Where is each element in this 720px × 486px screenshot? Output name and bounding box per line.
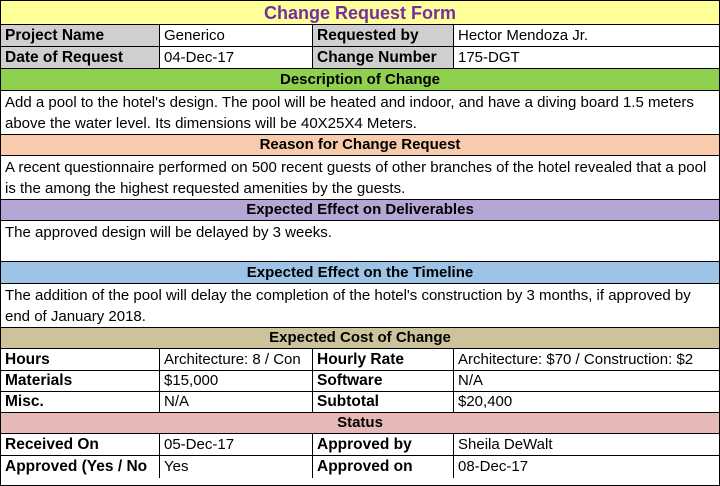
misc-cell[interactable]: N/A — [160, 392, 313, 413]
reason-header: Reason for Change Request — [1, 135, 719, 156]
status-header: Status — [1, 413, 719, 434]
approved-yes-no-label: Approved (Yes / No — [1, 456, 160, 478]
approved-by-cell[interactable]: Sheila DeWalt — [454, 434, 719, 456]
materials-label: Materials — [1, 371, 160, 392]
requested-by-cell[interactable]: Hector Mendoza Jr. — [454, 25, 719, 47]
form-title: Change Request Form — [1, 1, 719, 25]
received-on-label: Received On — [1, 434, 160, 456]
received-on-cell[interactable]: 05-Dec-17 — [160, 434, 313, 456]
software-label: Software — [313, 371, 454, 392]
approved-yes-no-cell[interactable]: Yes — [160, 456, 313, 478]
subtotal-label: Subtotal — [313, 392, 454, 413]
change-number-cell[interactable]: 175-DGT — [454, 47, 719, 69]
deliverables-header: Expected Effect on Deliverables — [1, 200, 719, 221]
requested-by-label: Requested by — [313, 25, 454, 47]
description-text-cell[interactable]: Add a pool to the hotel's design. The pool will be heated and indoor, and have a diving board 1.5 meters above the water level. Its dimensions will be 40X25X4 Meters. — [1, 91, 719, 135]
hours-label: Hours — [1, 349, 160, 371]
approved-on-cell[interactable]: 08-Dec-17 — [458, 458, 529, 475]
software-cell[interactable]: N/A — [454, 371, 719, 392]
reason-text-cell[interactable]: A recent questionnaire performed on 500 recent guests of other branches of the hotel revealed that a pool is the among the highest requested amenities by the guests. — [1, 156, 719, 200]
deliverables-text-cell[interactable]: The approved design will be delayed by 3 weeks. — [1, 221, 719, 262]
timeline-header: Expected Effect on the Timeline — [1, 262, 719, 284]
cost-header: Expected Cost of Change — [1, 328, 719, 349]
hourly-rate-cell[interactable]: Architecture: $70 / Construction: $2 — [454, 349, 719, 371]
project-name-label: Project Name — [1, 25, 160, 47]
subtotal-cell[interactable]: $20,400 — [454, 392, 719, 413]
misc-label: Misc. — [1, 392, 160, 413]
timeline-text-cell[interactable]: The addition of the pool will delay the completion of the hotel's construction by 3 months, if approved by end of January 2018. — [1, 284, 719, 328]
hourly-rate-label: Hourly Rate — [313, 349, 454, 371]
hours-cell[interactable]: Architecture: 8 / Con — [160, 349, 313, 371]
description-header: Description of Change — [1, 69, 719, 91]
materials-cell[interactable]: $15,000 — [160, 371, 313, 392]
change-number-label: Change Number — [313, 47, 454, 69]
date-of-request-label: Date of Request — [1, 47, 160, 69]
approved-by-label: Approved by — [313, 434, 454, 456]
approved-on-label: Approved on — [313, 456, 454, 478]
date-of-request-cell[interactable]: 04-Dec-17 — [160, 47, 313, 69]
project-name-cell[interactable]: Generico — [160, 25, 313, 47]
